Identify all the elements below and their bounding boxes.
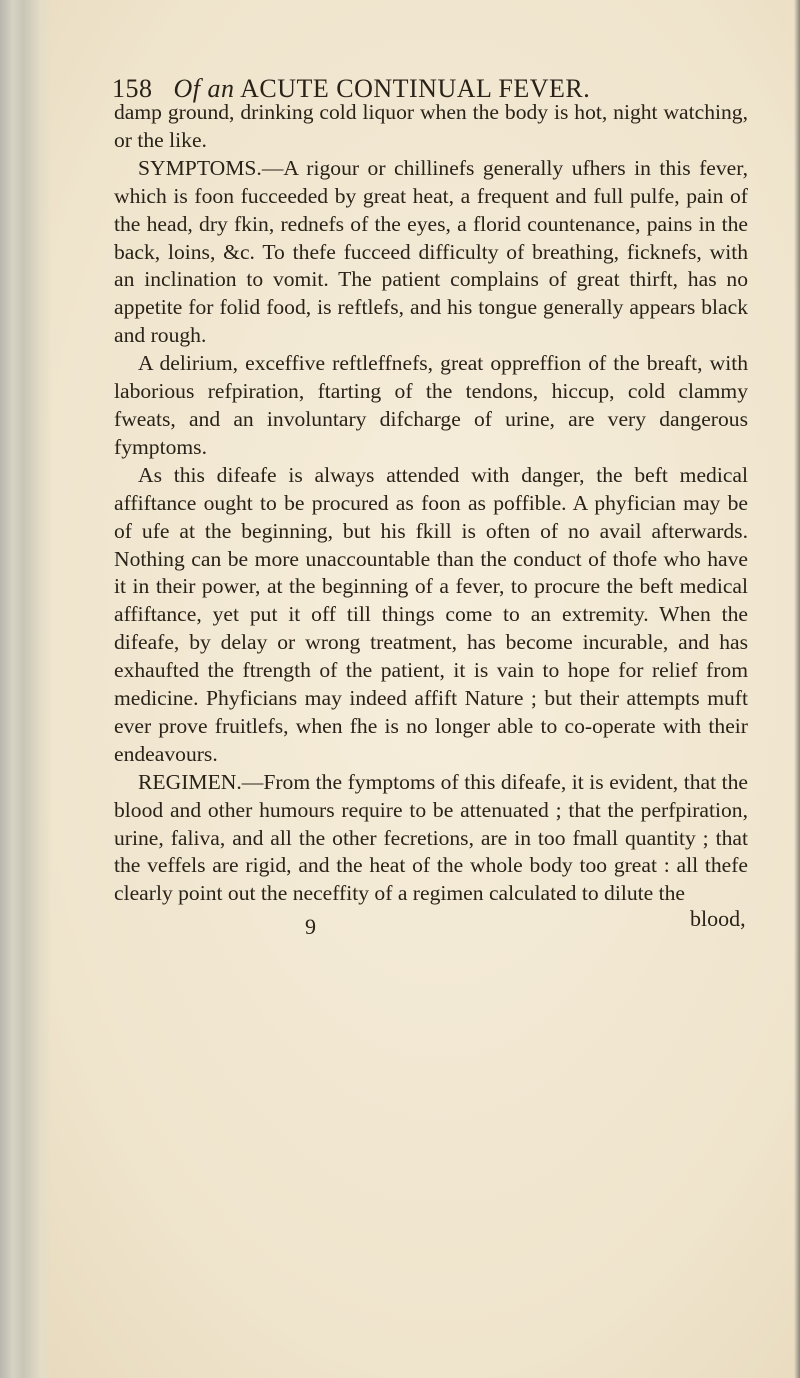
- paragraph-delirium: A delirium, exceffive reftleffnefs, great oppreffion of the breaft, with laborious refpiration, ftarting of the tendons, hiccup, cold clammy fweats, and an involuntary difcharge of urine, are very dangerous fymptoms.: [114, 351, 748, 459]
- paragraph-symptoms: SYMPTOMS.—A rigour or chillinefs generally ufhers in this fever, which is foon fucceeded by great heat, a frequent and full pulfe, pain of the head, dry fkin, rednefs of the eyes, a florid countenance, pains in the back, loins, &c. To thefe fucceed difficulty of breathing, ficknefs, with an inclination to vomit. The patient complains of great thirft, has no appetite for folid food, is reftlefs, and his tongue generally appears black and rough.: [114, 155, 748, 348]
- body-text: [114, 99, 748, 908]
- header-title: ACUTE CONTINUAL FEVER.: [240, 74, 591, 103]
- paragraph-regimen: REGIMEN.—From the fymptoms of this difeafe, it is evident, that the blood and other humours require to be attenuated ; that the perfpiration, urine, faliva, and all the other fecretions, are in too fmall quantity ; that the veffels are rigid, and the heat of the whole body too great : all thefe clearly point out the neceffity of a regimen calculated to dilute the: [114, 769, 748, 906]
- signature-mark: 9: [305, 914, 316, 939]
- catchword: blood,: [690, 906, 746, 931]
- page-number: 158: [112, 74, 153, 103]
- paragraph-danger: As this difeafe is always attended with danger, the beft medical affiftance ought to be procured as foon as poffible. A phyfician may be of ufe at the beginning, but his fkill is often of no avail afterwards. Nothing can be more unaccountable than the conduct of thofe who have it in their power, at the beginning of a fever, to procure the beft medical affiftance, yet put it off till things come to an extremity. When the difeafe, by delay or wrong treatment, has become incurable, and has exhaufted the ftrength of the patient, it is vain to hope for relief from medicine. Phyficians may indeed affift Nature ; but their attempts muft ever prove fruitlefs, when fhe is no longer able to co-operate with their endeavours.: [114, 462, 748, 766]
- book-binding-edge: [0, 0, 52, 1378]
- paragraph-continuation: damp ground, drinking cold liquor when the body is hot, night watching, or the like.: [114, 100, 748, 152]
- header-of-an: Of an: [173, 74, 235, 103]
- page-right-edge: [794, 0, 800, 1378]
